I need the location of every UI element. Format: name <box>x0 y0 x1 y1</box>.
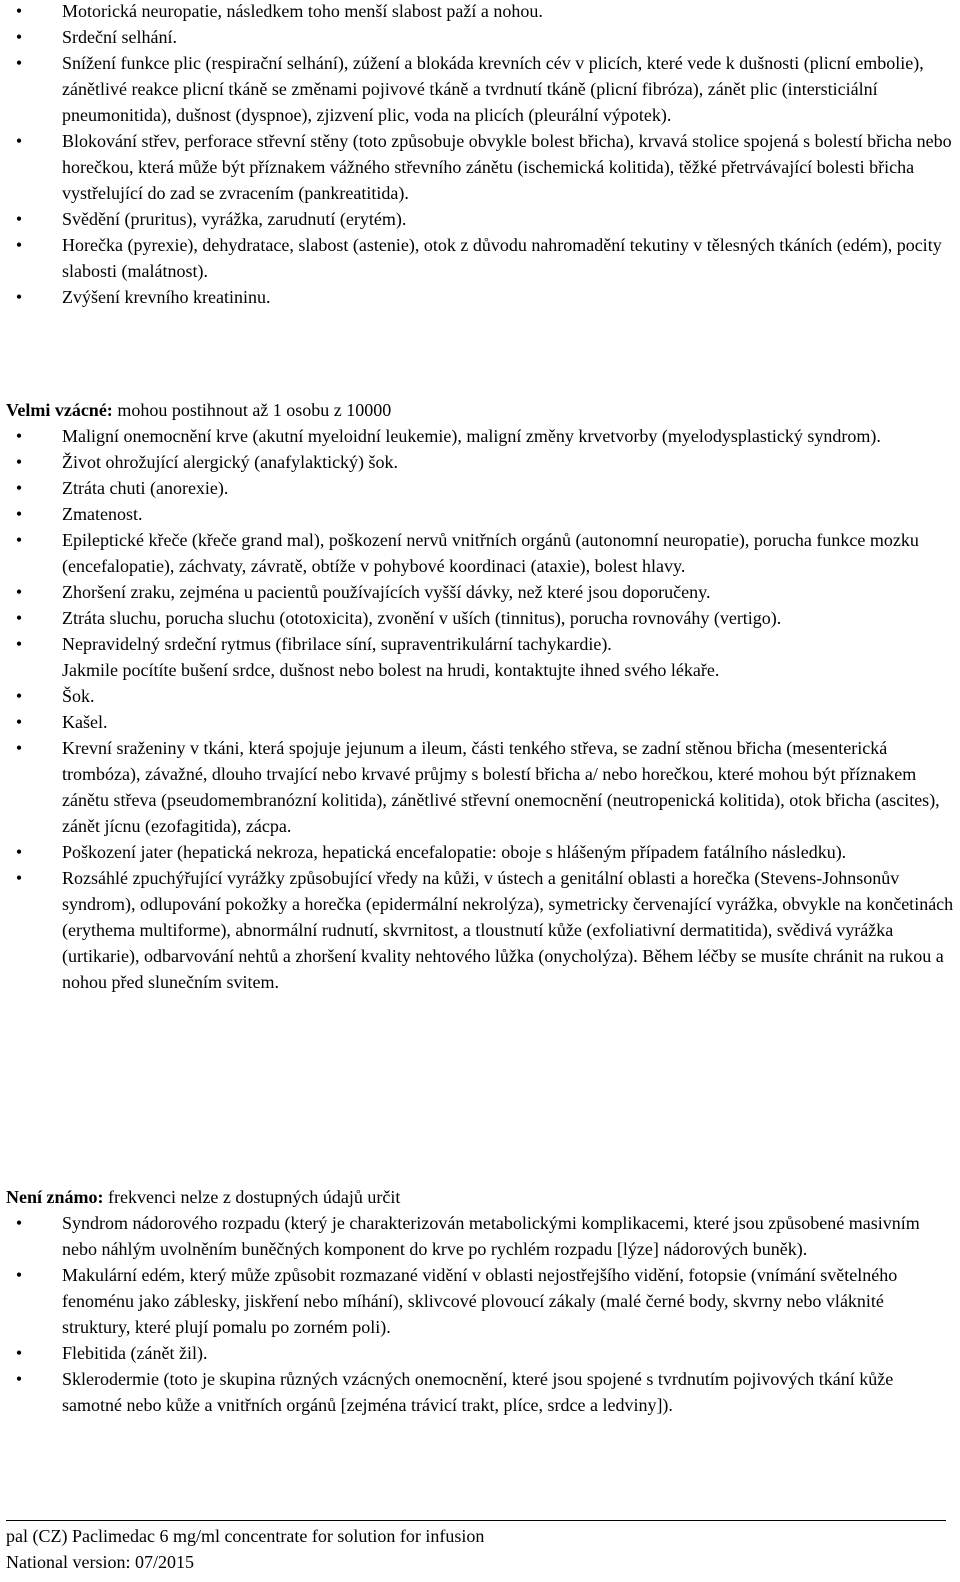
bullet-icon: • <box>15 1265 23 1285</box>
bullet-icon: • <box>15 712 23 732</box>
list-item: • Zmatenost. <box>0 501 960 527</box>
list-item: • Syndrom nádorového rozpadu (který je charakterizován metabolickými komplikacemi, které jsou způsobené masivním nebo náhlým uvolněním buněčných komponent do krve po rychlém rozpadu [lýze] nádorových buněk). <box>0 1210 960 1262</box>
list-item: • Horečka (pyrexie), dehydratace, slabost (astenie), otok z důvodu nahromadění tekutiny v tělesných tkáních (edém), pocity slabosti (malátnost). <box>0 232 960 284</box>
section-heading-very-rare: Velmi vzácné: mohou postihnout až 1 osobu z 10000 <box>6 400 392 420</box>
list-item: • Krevní sraženiny v tkáni, která spojuje jejunum a ileum, části tenkého střeva, se zadní stěnou břicha (mesenterická trombóza), závažné, dlouho trvající nebo krvavé průjmy s bolestí břicha a/ nebo horečkou, které mohou být příznakem zánětu střeva (pseudomembranózní kolitida), zánětlivé střevní onemocnění (neutropenická kolitida), otok břicha (ascites), zánět jícnu (ezofagitida), zácpa. <box>0 735 960 839</box>
bullet-icon: • <box>15 1343 23 1363</box>
bullet-icon: • <box>15 426 23 446</box>
bullet-icon: • <box>15 868 23 888</box>
footer-version-line: National version: 07/2015 <box>6 1552 194 1572</box>
list-item: • Sklerodermie (toto je skupina různých vzácných onemocnění, které jsou spojené s tvrdnutím pojivových tkání kůže samotné nebo kůže a vnitřních orgánů [zejména trávicí trakt, plíce, srdce a ledviny]). <box>0 1366 960 1418</box>
list-item: • Ztráta sluchu, porucha sluchu (ototoxicita), zvonění v uších (tinnitus), porucha rovnováhy (vertigo). <box>0 605 960 631</box>
page-footer <box>6 1523 484 1575</box>
list-item: • Maligní onemocnění krve (akutní myeloidní leukemie), maligní změny krvetvorby (myelodysplastický syndrom). <box>0 423 960 449</box>
bullet-icon: • <box>15 530 23 550</box>
list-item: • Zhoršení zraku, zejména u pacientů používajících vyšší dávky, než které jsou doporučeny. <box>0 579 960 605</box>
bullet-icon: • <box>15 235 23 255</box>
list-item: • Svědění (pruritus), vyrážka, zarudnutí (erytém). <box>0 206 960 232</box>
list-item: • Motorická neuropatie, následkem toho menší slabost paží a nohou. <box>0 0 960 24</box>
list-item: • Kašel. <box>0 709 960 735</box>
bullet-icon: • <box>15 738 23 758</box>
bullet-icon: • <box>15 478 23 498</box>
bullet-icon: • <box>15 53 23 73</box>
bullet-icon: • <box>15 634 23 654</box>
footer-divider <box>6 1520 946 1521</box>
bullet-icon: • <box>15 504 23 524</box>
list-item: • Šok. <box>0 683 960 709</box>
bullet-icon: • <box>15 1369 23 1389</box>
bullet-icon: • <box>15 452 23 472</box>
bullet-icon: • <box>15 582 23 602</box>
list-item: • Poškození jater (hepatická nekroza, hepatická encefalopatie: oboje s hlášeným případem fatálního následku). <box>0 839 960 865</box>
adverse-effects-list-3 <box>0 1210 960 1418</box>
list-item: • Flebitida (zánět žil). <box>0 1340 960 1366</box>
list-item: • Ztráta chuti (anorexie). <box>0 475 960 501</box>
footer-product-line: pal (CZ) Paclimedac 6 mg/ml concentrate for solution for infusion <box>6 1526 485 1546</box>
bullet-icon: • <box>15 131 23 151</box>
bullet-icon: • <box>15 686 23 706</box>
bullet-icon: • <box>15 27 23 47</box>
adverse-effects-list-1 <box>0 0 960 310</box>
adverse-effects-list-2 <box>0 423 960 995</box>
bullet-icon: • <box>15 209 23 229</box>
bullet-icon: • <box>15 608 23 628</box>
bullet-icon: • <box>15 842 23 862</box>
bullet-icon: • <box>15 1 23 21</box>
list-item-note: Jakmile pocítíte bušení srdce, dušnost nebo bolest na hrudi, kontaktujte ihned svého lékaře. <box>62 660 720 680</box>
list-item: • Rozsáhlé zpuchýřující vyrážky způsobující vředy na kůži, v ústech a genitální oblasti a horečka (Stevens-Johnsonův syndrom), odlupování pokožky a horečka (epidermální nekrolýza), symetricky červenající vyrážka, obvykle na končetinách (erythema multiforme), abnormální rudnutí, skvrnitost, a tloustnutí kůže (exfoliativní dermatitida), svědivá vyrážka (urtikarie), odbarvování nehtů a zhoršení kvality nehtového lůžka (onycholýza). Během léčby se musíte chránit na rukou a nohou před slunečním svitem. <box>0 865 960 995</box>
list-item: • Srdeční selhání. <box>0 24 960 50</box>
list-item: • Snížení funkce plic (respirační selhání), zúžení a blokáda krevních cév v plicích, které vede k dušnosti (plicní embolie), zánětlivé reakce plicní tkáně se změnami pojivové tkáně a tvrdnutí tkáně (plicní fibróza), zánět plic (intersticiální pneumonitida), dušnost (dyspnoe), zjizvení plic, voda na plicích (pleurální výpotek). <box>0 50 960 128</box>
list-item: • Zvýšení krevního kreatininu. <box>0 284 960 310</box>
list-item: • Blokování střev, perforace střevní stěny (toto způsobuje obvykle bolest břicha), krvavá stolice spojená s bolestí břicha nebo horečkou, která může být příznakem vážného střevního zánětu (ischemická kolitida), těžké přetrvávající bolesti břicha vystřelující do zad se zvracením (pankreatitida). <box>0 128 960 206</box>
bullet-icon: • <box>15 1213 23 1233</box>
list-item: • Makulární edém, který může způsobit rozmazané vidění v oblasti nejostřejšího vidění, fotopsie (vnímání světelného fenoménu jako záblesky, jiskření nebo míhání), sklivcové plovoucí zákaly (malé černé body, skvrny nebo vláknité struktury, které plují pomalu po zorném poli). <box>0 1262 960 1340</box>
list-item: • Život ohrožující alergický (anafylaktický) šok. <box>0 449 960 475</box>
bullet-icon: • <box>15 287 23 307</box>
section-heading-not-known: Není známo: frekvenci nelze z dostupných údajů určit <box>6 1187 401 1207</box>
list-item: • Nepravidelný srdeční rytmus (fibrilace síní, supraventrikulární tachykardie). <box>0 631 960 657</box>
list-item: • Epileptické křeče (křeče grand mal), poškození nervů vnitřních orgánů (autonomní neuropatie), porucha funkce mozku (encefalopatie), záchvaty, závratě, obtíže v pohybové koordinaci (ataxie), bolest hlavy. <box>0 527 960 579</box>
